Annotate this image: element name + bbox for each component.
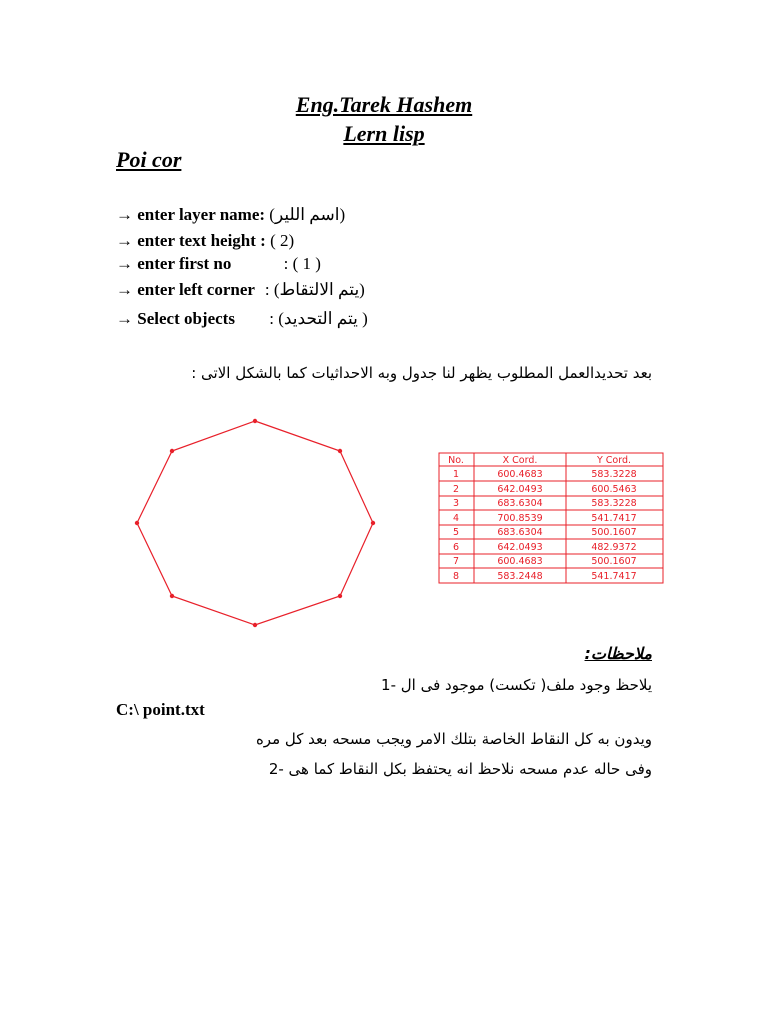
octagon-vertex xyxy=(338,594,342,598)
table-cell: 4 xyxy=(452,513,460,524)
table-cell: 7 xyxy=(452,556,460,567)
table-cell: 583.3228 xyxy=(591,469,637,480)
command-value: (اسم اللير) xyxy=(269,205,346,224)
command-value: : ( 1 ) xyxy=(283,254,321,273)
octagon-vertex xyxy=(170,594,174,598)
command-value: : (يتم التحديد ) xyxy=(269,309,368,328)
octagon-vertex xyxy=(338,449,342,453)
table-cell: 541.7417 xyxy=(591,571,637,582)
table-cell: 541.7417 xyxy=(591,513,637,524)
command-prompt: → enter left corner xyxy=(116,280,255,299)
command-value: : (يتم الالتقاط) xyxy=(264,280,365,299)
table-header-y: Y Cord. xyxy=(596,455,632,466)
table-cell: 6 xyxy=(452,542,460,553)
note-line-1: يلاحظ وجود ملف( تكست) موجود فى ال -1 xyxy=(381,676,652,694)
table-cell: 482.9372 xyxy=(591,542,637,553)
note-line-3: وفى حاله عدم مسحه نلاحظ انه يحتفظ بكل النقاط كما هى -2 xyxy=(268,760,652,778)
table-cell: 1 xyxy=(452,469,460,480)
table-cell: 683.6304 xyxy=(497,498,543,509)
table-cell: 500.1607 xyxy=(591,527,637,538)
table-cell: 600.5463 xyxy=(591,484,637,495)
table-cell: 2 xyxy=(452,484,460,495)
subtitle: Lern lisp xyxy=(343,121,425,146)
notes-heading: ملاحظات: xyxy=(584,644,652,663)
table-cell: 600.4683 xyxy=(497,469,543,480)
table-cell: 583.2448 xyxy=(497,571,543,582)
table-cell: 8 xyxy=(452,571,460,582)
section-title: Poi cor xyxy=(116,147,182,172)
command-prompt: → enter layer name: xyxy=(116,205,266,224)
command-prompt: → enter first no xyxy=(116,254,232,273)
octagon-vertex xyxy=(170,449,174,453)
table-cell: 500.1607 xyxy=(591,556,637,567)
octagon-vertex xyxy=(371,521,375,525)
table-cell: 683.6304 xyxy=(497,527,543,538)
octagon-drawing xyxy=(135,419,375,627)
command-value: ( 2) xyxy=(270,231,295,250)
table-header-no: No. xyxy=(448,455,464,466)
table-cell: 583.3228 xyxy=(591,498,637,509)
command-prompt: → enter text height : xyxy=(116,231,266,250)
author-title: Eng.Tarek Hashem xyxy=(295,92,473,117)
command-prompt: → Select objects xyxy=(116,309,235,328)
table-cell: 700.8539 xyxy=(497,513,543,524)
coordinate-table xyxy=(439,453,663,583)
table-header-x: X Cord. xyxy=(502,455,538,466)
table-cell: 642.0493 xyxy=(497,542,543,553)
octagon-vertex xyxy=(253,623,257,627)
octagon-vertex xyxy=(253,419,257,423)
table-cell: 5 xyxy=(452,527,460,538)
table-cell: 600.4683 xyxy=(497,556,543,567)
intro-text: بعد تحديدالعمل المطلوب يظهر لنا جدول وبه الاحداثيات كما بالشكل الاتى : xyxy=(191,364,652,382)
note-line-2: ويدون به كل النقاط الخاصة بتلك الامر ويجب مسحه بعد كل مره xyxy=(255,730,652,748)
file-path: C:\ point.txt xyxy=(116,700,205,719)
octagon-vertex xyxy=(135,521,139,525)
table-cell: 642.0493 xyxy=(497,484,543,495)
table-cell: 3 xyxy=(452,498,460,509)
